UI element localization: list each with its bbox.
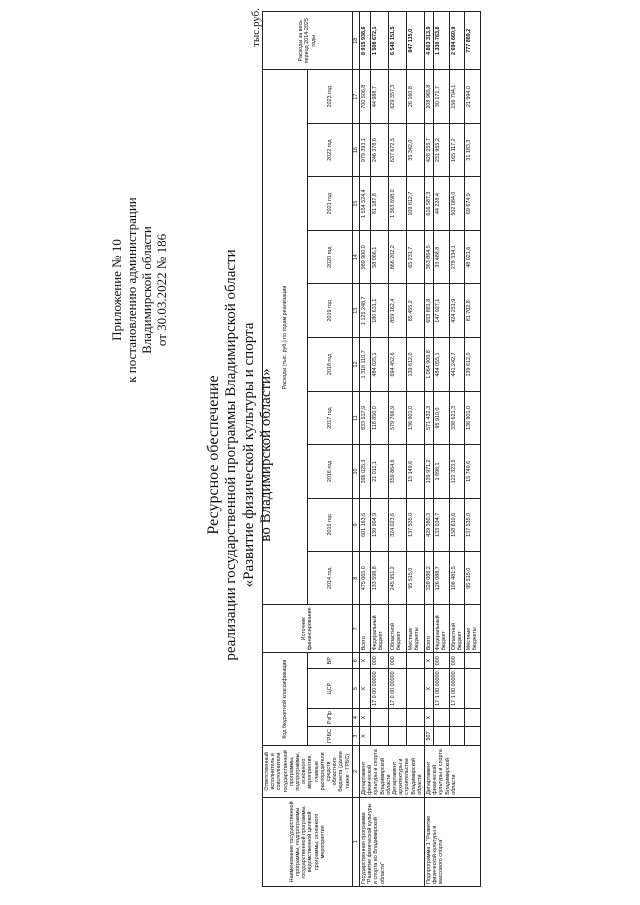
expense-value: 126 088,7 (434, 552, 449, 605)
code-csr: Х (425, 669, 434, 709)
header-year: 2014 год (307, 552, 352, 605)
appendix-header (110, 140, 170, 440)
resource-table (262, 11, 481, 887)
expense-value: 95 910,0 (434, 391, 449, 444)
units-label: тыс.руб. (250, 8, 262, 47)
expense-value: 777 889,2 (465, 12, 480, 70)
header-grbs: ГРБС (307, 727, 352, 746)
code-csr (406, 669, 424, 709)
header-year: 2022 год (307, 123, 352, 176)
funding-source: Всего (425, 605, 434, 653)
column-number: 13 (352, 284, 359, 338)
expense-value: 833 517,9 (360, 391, 371, 444)
expense-value: 338 621,3 (449, 391, 464, 444)
expense-value: 989 900,0 (360, 231, 371, 284)
column-number: 17 (352, 70, 359, 123)
funding-source: Местные бюджеты (406, 605, 424, 653)
expense-value: 26 160,8 (406, 70, 424, 123)
expense-value: 428 255,7 (425, 123, 434, 176)
column-number: 11 (352, 391, 359, 444)
responsible-executor: Департамент физической культуры и спорта Владимирской области Департамент архитектуры и строительства Владимирской области (360, 745, 425, 797)
column-number: 15 (352, 177, 359, 231)
code-rzpr (434, 709, 449, 727)
expense-value: 30 171,7 (434, 70, 449, 123)
code-rzpr: Х (360, 709, 371, 727)
header-year: 2016 год (307, 445, 352, 498)
expense-value: 616 587,3 (425, 177, 434, 231)
expense-value: 95 515,0 (406, 552, 424, 605)
expense-value: 429 380,3 (425, 498, 434, 551)
code-rzpr: Х (425, 709, 434, 727)
funding-source: Федеральный бюджет (370, 605, 388, 653)
code-rzpr (370, 709, 388, 727)
expense-value: 81 702,8 (465, 284, 480, 338)
code-csr: 17 0 00 00000 (388, 669, 406, 709)
table-body (360, 12, 480, 887)
expense-value: 122 323,5 (449, 445, 464, 498)
expense-value: 69 674,9 (465, 177, 480, 231)
column-number: 14 (352, 231, 359, 284)
code-csr: 17 0 00 00000 (370, 669, 388, 709)
expense-value: 21 011,1 (370, 445, 388, 498)
column-number: 10 (352, 445, 359, 498)
expense-value: 165 117,2 (449, 123, 464, 176)
code-vr: 000 (388, 653, 406, 669)
expense-value: 44 228,4 (434, 177, 449, 231)
header-year: 2020 год (307, 231, 352, 284)
funding-source: Федеральный бюджет (434, 605, 449, 653)
expense-value: 85 455,2 (406, 284, 424, 338)
expense-value: 502 084,0 (449, 177, 464, 231)
expense-value: 137 535,0 (465, 498, 480, 551)
title-line-4: во Владимирской области» (257, 368, 274, 542)
expense-value: 424 251,9 (449, 284, 464, 338)
code-csr (465, 669, 480, 709)
code-rzpr (449, 709, 464, 727)
expense-value: 866 202,2 (388, 231, 406, 284)
expense-value: 637 672,5 (388, 123, 406, 176)
expense-value: 231 955,2 (434, 123, 449, 176)
code-rzpr (388, 709, 406, 727)
code-grbs (388, 727, 406, 746)
expense-value: 484 055,1 (434, 338, 449, 392)
funding-source: Областной бюджет (388, 605, 406, 653)
column-number: 9 (352, 498, 359, 551)
expense-value: 629 357,3 (388, 70, 406, 123)
column-number-row (352, 12, 359, 887)
expense-value: 847 115,0 (406, 12, 424, 70)
table-row (360, 12, 371, 887)
expense-value: 48 021,6 (465, 231, 480, 284)
header-year: 2023 год (307, 70, 352, 123)
expense-value: 601 163,6 (360, 498, 371, 551)
expense-value: 137 535,0 (406, 498, 424, 551)
code-rzpr (406, 709, 424, 727)
expense-value: 484 025,1 (370, 338, 388, 392)
expense-value: 6 540 151,5 (388, 12, 406, 70)
header-source: Источник финансирования (263, 605, 353, 653)
expense-value: 396 025,3 (360, 445, 371, 498)
funding-source: Областной бюджет (449, 605, 464, 653)
expense-value: 65 231,7 (406, 231, 424, 284)
header-budget-code: Код бюджетной классификации (263, 653, 308, 746)
expense-value: 475 065,0 (360, 552, 371, 605)
code-vr (465, 653, 480, 669)
code-rzpr (465, 709, 480, 727)
header-year: 2015 год (307, 498, 352, 551)
expense-value: 1 318 110,7 (360, 338, 371, 392)
code-grbs: Х (360, 727, 371, 746)
appendix-line-2: к постановлению администрации (123, 197, 139, 383)
expense-value: 139 971,2 (425, 445, 434, 498)
funding-source: Местные бюджеты (465, 605, 480, 653)
expense-value: 1 508 672,1 (370, 12, 388, 70)
funding-source: Всего (360, 605, 371, 653)
expense-value: 324 023,6 (388, 498, 406, 551)
expense-value: 4 803 313,9 (425, 12, 434, 70)
expense-value: 8 915 938,6 (360, 12, 371, 70)
code-vr: Х (425, 653, 434, 669)
expense-value: 180 631,1 (370, 284, 388, 338)
header-year: 2021 год (307, 177, 352, 231)
code-grbs (449, 727, 464, 746)
header-rzpr: РзПр (307, 709, 352, 727)
responsible-executor: Департамент физической культуры и спорта Владимирской области (425, 745, 480, 797)
expense-value: 139 612,0 (465, 338, 480, 392)
header-total: Расходы за весь период 2014-2025 годы (263, 12, 353, 70)
expense-value: 158 810,6 (449, 498, 464, 551)
program-name: Государственная программа "Развитие физической культуры и спорта во Владимирской области" (360, 797, 425, 886)
expense-value: 81 187,8 (370, 177, 388, 231)
program-name: Подпрограмма 1 "Развитие физической культуры и массового спорта" (425, 797, 480, 886)
expense-value: 359 864,6 (388, 445, 406, 498)
expense-value: 859 162,4 (388, 284, 406, 338)
expense-value: 109 612,7 (406, 177, 424, 231)
expense-value: 44 988,7 (370, 70, 388, 123)
expense-value: 106 481,5 (449, 552, 464, 605)
table-row (425, 12, 434, 887)
expense-value: 700 506,8 (360, 70, 371, 123)
code-grbs (406, 727, 424, 746)
code-vr: 000 (434, 653, 449, 669)
title-line-2: реализации государственной программы Владимирской области (223, 249, 240, 661)
expense-value: 35 342,0 (406, 123, 424, 176)
expense-value: 1 363 698,0 (388, 177, 406, 231)
header-expenses-by-year: Расходы (тыс. руб.) по годам реализации (263, 70, 308, 605)
expense-value: 21 994,0 (465, 70, 480, 123)
expense-value: 95 515,0 (465, 552, 480, 605)
title-line-1: Ресурсное обеспечение (205, 375, 222, 535)
expense-value: 139 904,9 (370, 498, 388, 551)
expense-value: 133 598,8 (370, 552, 388, 605)
code-grbs (465, 727, 480, 746)
expense-value: 328 088,2 (425, 552, 434, 605)
column-number: 7 (352, 605, 359, 653)
expense-value: 156 794,1 (449, 70, 464, 123)
expense-value: 139 612,0 (406, 338, 424, 392)
expense-value: 58 066,1 (370, 231, 388, 284)
expense-value: 441 242,7 (449, 338, 464, 392)
appendix-line-4: от 30.03.2022 № 186 (153, 233, 169, 347)
code-csr: 17 1 00 00000 (449, 669, 464, 709)
expense-value: 118 850,0 (370, 391, 388, 444)
expense-value: 245 951,2 (388, 552, 406, 605)
expense-value: 2 694 660,9 (449, 12, 464, 70)
header-vr: ВР (307, 653, 352, 669)
code-grbs (370, 727, 388, 746)
expense-value: 571 432,3 (425, 391, 434, 444)
column-number: 2 (352, 745, 359, 797)
expense-value: 278 334,1 (449, 231, 464, 284)
expense-value: 579 766,9 (388, 391, 406, 444)
header-csr: ЦСР (307, 669, 352, 709)
column-number: 3 (352, 727, 359, 746)
code-grbs: 507 (425, 727, 434, 746)
code-vr: Х (360, 653, 371, 669)
expense-value: 15 749,6 (465, 445, 480, 498)
expense-value: 1 125 248,7 (360, 284, 371, 338)
expense-value: 363 864,5 (425, 231, 434, 284)
header-year: 2019 год (307, 284, 352, 338)
expense-value: 15 149,6 (406, 445, 424, 498)
expense-value: 1 330 763,8 (434, 12, 449, 70)
code-grbs (434, 727, 449, 746)
column-number: 12 (352, 338, 359, 392)
code-csr: Х (360, 669, 371, 709)
title-line-3: «Развитие физической культуры и спорта (240, 322, 257, 588)
expense-value: 979 393,1 (360, 123, 371, 176)
expense-value: 1 554 524,4 (360, 177, 371, 231)
expense-value: 246 378,6 (370, 123, 388, 176)
column-number: 18 (352, 12, 359, 70)
column-number: 1 (352, 797, 359, 886)
header-year: 2017 год (307, 391, 352, 444)
expense-value: 694 452,6 (388, 338, 406, 392)
expense-value: 147 927,1 (434, 284, 449, 338)
column-number: 5 (352, 669, 359, 709)
expense-value: 208 965,8 (425, 70, 434, 123)
code-csr: 17 1 00 00000 (434, 669, 449, 709)
column-number: 8 (352, 552, 359, 605)
appendix-line-1: Приложение № 10 (109, 239, 124, 341)
header-year: 2018 год (307, 338, 352, 392)
column-number: 6 (352, 653, 359, 669)
code-vr (406, 653, 424, 669)
expense-value: 1 064 909,8 (425, 338, 434, 392)
appendix-line-3: Владимирской области (138, 226, 154, 354)
expense-value: 653 881,8 (425, 284, 434, 338)
expense-value: 33 488,8 (434, 231, 449, 284)
code-vr: 000 (370, 653, 388, 669)
header-responsible: Ответственный исполнитель и соисполнители государственной программы, подпрограммы, основного мероприятия, главные распорядители средств областного бюджета (далее также - ГРБС) (263, 745, 353, 797)
expense-value: 1 898,1 (434, 445, 449, 498)
code-vr: 000 (449, 653, 464, 669)
header-name: Наименование государственной программы, подпрограммы государственной программы, ведомственной целевой программы, основного мероприятия (263, 797, 353, 886)
column-number: 16 (352, 123, 359, 176)
expense-value: 133 034,7 (434, 498, 449, 551)
expense-value: 136 901,0 (465, 391, 480, 444)
expense-value: 136 901,0 (406, 391, 424, 444)
expense-value: 31 183,3 (465, 123, 480, 176)
column-number: 4 (352, 709, 359, 727)
